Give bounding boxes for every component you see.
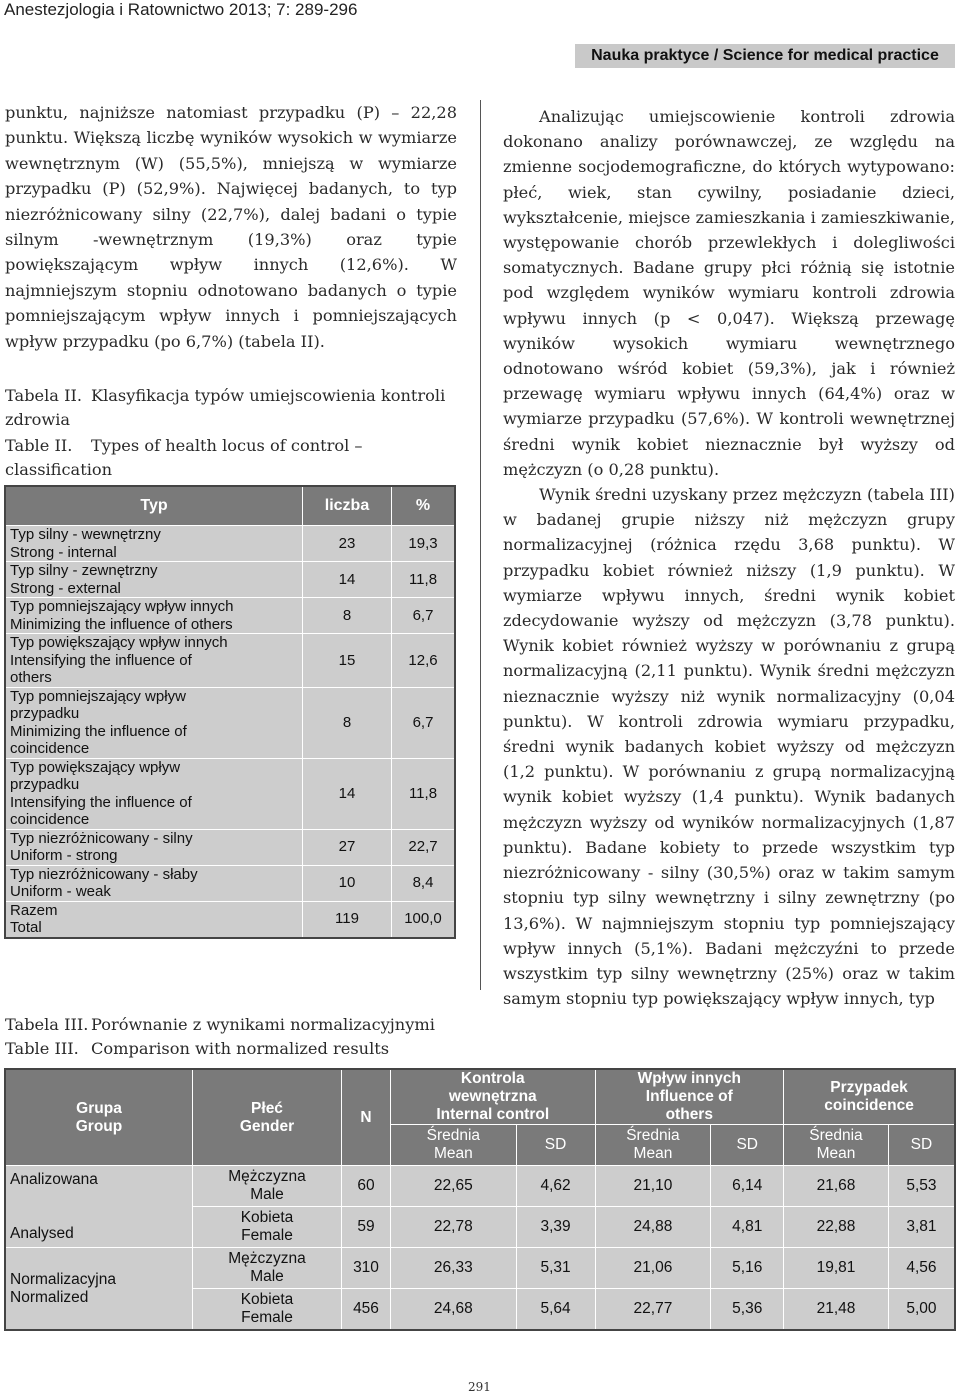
- table2-cell-pct: 11,8: [392, 758, 456, 829]
- table2-cell-type: Typ pomniejszający wpływ przypadku Minimizing the influence of coincidence: [5, 687, 303, 758]
- table3-cell-gender: Kobieta Female: [193, 1207, 342, 1248]
- table2-cell-pct: 6,7: [392, 598, 456, 634]
- table2-header-pct: %: [392, 486, 456, 526]
- table3-cell-value: 24,88: [595, 1207, 711, 1248]
- table2-cell-count: 8: [303, 687, 392, 758]
- table3-header-n: N: [342, 1069, 391, 1166]
- table2-cell-count: 23: [303, 526, 392, 562]
- table3-title-pl: Porównanie z wynikami normalizacyjnymi: [91, 1015, 435, 1034]
- table2-cell-count: 119: [303, 901, 392, 938]
- table2-cell-pct: 6,7: [392, 687, 456, 758]
- table2-cell-count: 10: [303, 865, 392, 901]
- table2-cell-type: Typ powiększający wpływ przypadku Intensifying the influence of coincidence: [5, 758, 303, 829]
- table3-cell-value: 22,88: [784, 1207, 889, 1248]
- table3-cell-value: 5,16: [711, 1248, 784, 1289]
- table3-header-sd-3: SD: [888, 1125, 955, 1166]
- table2-cell-pct: 19,3: [392, 526, 456, 562]
- table2-row: [5, 829, 455, 865]
- table3-cell-gender: Mężczyzna Male: [193, 1166, 342, 1207]
- table3-cell-value: 5,00: [888, 1289, 955, 1331]
- table2-row: [5, 687, 455, 758]
- table3-cell-n: 456: [342, 1289, 391, 1331]
- table3-title-en: Comparison with normalized results: [91, 1039, 390, 1058]
- table3-cell-value: 4,56: [888, 1248, 955, 1289]
- table2-label-en: Table II.: [5, 436, 73, 455]
- table2-header-type: Typ: [5, 486, 303, 526]
- table3-header-sd-1: SD: [516, 1125, 595, 1166]
- table3-cell-n: 310: [342, 1248, 391, 1289]
- table2-row: [5, 865, 455, 901]
- table2-row: [5, 598, 455, 634]
- table3-cell-n: 60: [342, 1166, 391, 1207]
- table3-caption: [5, 1013, 905, 1061]
- table2-cell-pct: 100,0: [392, 901, 456, 938]
- table2-title-pl: Klasyfikacja typów umiejscowienia kontroli zdrowia: [5, 386, 446, 429]
- table3-header-coincidence: Przypadek coincidence: [784, 1069, 955, 1125]
- table3-row: [5, 1166, 955, 1207]
- table2-cell-count: 14: [303, 758, 392, 829]
- table3-header-mean-1: Średnia Mean: [391, 1125, 517, 1166]
- table2-cell-type: Razem Total: [5, 901, 303, 938]
- journal-citation: Anestezjologia i Ratownictwo 2013; 7: 289-296: [4, 0, 358, 19]
- table3-cell-value: 4,62: [516, 1166, 595, 1207]
- table2-cell-count: 15: [303, 634, 392, 688]
- table3-cell-n: 59: [342, 1207, 391, 1248]
- table3-cell-gender: Kobieta Female: [193, 1289, 342, 1331]
- table2-cell-pct: 22,7: [392, 829, 456, 865]
- table3-cell-value: 5,31: [516, 1248, 595, 1289]
- table2-cell-pct: 8,4: [392, 865, 456, 901]
- table3-cell-value: 4,81: [711, 1207, 784, 1248]
- table3-cell-value: 26,33: [391, 1248, 517, 1289]
- table3-cell-gender: Mężczyzna Male: [193, 1248, 342, 1289]
- table2-row: [5, 562, 455, 598]
- table3-cell-value: 21,06: [595, 1248, 711, 1289]
- column-divider: [480, 100, 481, 990]
- table3-label-en: Table III.: [5, 1039, 79, 1058]
- table3-cell-value: 19,81: [784, 1248, 889, 1289]
- table3-cell-value: 22,77: [595, 1289, 711, 1331]
- table-locus-types: [4, 485, 456, 939]
- table2-cell-count: 8: [303, 598, 392, 634]
- table3-row: [5, 1248, 955, 1289]
- table2-cell-pct: 11,8: [392, 562, 456, 598]
- table2-row: [5, 901, 455, 938]
- table3-cell-value: 21,48: [784, 1289, 889, 1331]
- table3-header-mean-2: Średnia Mean: [595, 1125, 711, 1166]
- table2-row: [5, 526, 455, 562]
- table3-cell-value: 6,14: [711, 1166, 784, 1207]
- table2-cell-type: Typ niezróżnicowany - silny Uniform - strong: [5, 829, 303, 865]
- table2-caption: [5, 384, 457, 482]
- table-normalized-comparison: [4, 1068, 956, 1331]
- left-paragraph: punktu, najniższe natomiast przypadku (P) – 22,28 punktu. Większą liczbę wyników wysokich w wymiarze wewnętrznym (W) (55,5%), mniejszą w wymiarze przypadku (P) (52,9%). Najwięcej badanych, to typ niezróżnicowany silny (22,7%), dalej badani o typie silnym -wewnętrznym (19,3%) oraz typie powiększającym wpływ innych (12,6%). W najmniejszym stopniu odnotowano badanych o typie pomniejszającym wpływ innych i pomniejszających wpływ przypadku (po 6,7%) (tabela II).: [5, 103, 457, 351]
- page-number: 291: [468, 1380, 491, 1394]
- right-paragraph-2: Wynik średni uzyskany przez mężczyzn (tabela III) w badanej grupie niższy niż mężczyzn grupy normalizacyjnej (różnica rzędu 3,68 punktu). W przypadku kobiet również niższy (1,9 punktu). W wymiarze wpływu innych, średni wynik kobiet zdecydowanie wyższy od mężczyzn (3,78 punktu). Wynik kobiet również wyższy w porównaniu z grupą normalizacyjną (2,11 punktu). Wynik średni mężczyzn nieznacznie wyższy niż wynik normalizacyjny (0,04 punktu). W kontroli zdrowia wymiaru przypadku, średni wynik badanych kobiet wyższy od mężczyzn (1,2 punktu). W porównaniu z grupą normalizacyjną wynik kobiet wyższy (1,4 punktu). Wynik badanych mężczyzn wyższy od wyników normalizacyjnych (1,87 punktu). Badane kobiety to przede wszystkim typ niezróżnicowany - silny (30,5%) oraz w takim samym stopniu typ silny wewnętrzny i silny zewnętrzny (po 13,6%). W najmniejszym stopniu typ pomniejszający wpływ innych (5,1%). Badani mężczyźni to przede wszystkim typ silny wewnętrzny (25%) oraz w takim samym stopniu typ powiększający wpływ innych, typ: [503, 485, 955, 1009]
- table3-cell-value: 5,53: [888, 1166, 955, 1207]
- table2-cell-count: 14: [303, 562, 392, 598]
- table3-header-group: Grupa Group: [5, 1069, 193, 1166]
- table2-cell-type: Typ powiększający wpływ innych Intensifying the influence of others: [5, 634, 303, 688]
- table2-header-count: liczba: [303, 486, 392, 526]
- table3-label-pl: Tabela III.: [5, 1015, 89, 1034]
- table3-header-internal: Kontrola wewnętrzna Internal control: [391, 1069, 596, 1125]
- table3-cell-value: 21,10: [595, 1166, 711, 1207]
- table3-cell-value: 22,78: [391, 1207, 517, 1248]
- table3-header-gender: Płeć Gender: [193, 1069, 342, 1166]
- table3-cell-value: 5,64: [516, 1289, 595, 1331]
- section-banner: Nauka praktyce / Science for medical practice: [575, 44, 955, 68]
- table3-header-others: Wpływ innych Influence of others: [595, 1069, 784, 1125]
- table2-title-en: Types of health locus of control – classification: [5, 436, 363, 479]
- table3-cell-value: 24,68: [391, 1289, 517, 1331]
- table2-cell-type: Typ niezróżnicowany - słaby Uniform - weak: [5, 865, 303, 901]
- table2-cell-pct: 12,6: [392, 634, 456, 688]
- left-column: [5, 100, 457, 354]
- table3-cell-value: 3,39: [516, 1207, 595, 1248]
- table3-header-mean-3: Średnia Mean: [784, 1125, 889, 1166]
- table3-header-sd-2: SD: [711, 1125, 784, 1166]
- table2-cell-count: 27: [303, 829, 392, 865]
- table3-cell-value: 21,68: [784, 1166, 889, 1207]
- table3-cell-value: 5,36: [711, 1289, 784, 1331]
- table3-cell-group: Normalizacyjna Normalized: [5, 1248, 193, 1331]
- table2-cell-type: Typ silny - zewnętrzny Strong - external: [5, 562, 303, 598]
- table2-cell-type: Typ pomniejszający wpływ innych Minimizing the influence of others: [5, 598, 303, 634]
- table3-cell-value: 3,81: [888, 1207, 955, 1248]
- table3-cell-value: 22,65: [391, 1166, 517, 1207]
- right-paragraph-1: Analizując umiejscowienie kontroli zdrowia dokonano analizy porównawczej, ze względu na zmienne socjodemograficzne, do których wytypowano: płeć, wiek, stan cywilny, posiadanie dzieci, wykształcenie, miejsce zamieszkania i zamieszkiwanie, występowanie chorób przewlekłych i dolegliwości somatycznych. Badane grupy płci różnią się istotnie pod względem wyników wymiaru kontroli zdrowia wpływu innych (p < 0,047). Większą przewagę wyników wysokich wymiaru wewnętrznego odnotowano wśród kobiet (59,3%), jak i również przewagę wymiaru wpływu innych (64,4%) oraz w wymiarze przypadku (57,6%). W kontroli wewnętrznej średni wynik kobiet nieznacznie był wyższy od mężczyzn (o 0,28 punktu).: [503, 107, 955, 479]
- table2-row: [5, 634, 455, 688]
- right-column: [503, 104, 955, 1011]
- table2-label-pl: Tabela II.: [5, 386, 83, 405]
- table3-cell-group: Analizowana Analysed: [5, 1166, 193, 1248]
- table2-cell-type: Typ silny - wewnętrzny Strong - internal: [5, 526, 303, 562]
- table2-row: [5, 758, 455, 829]
